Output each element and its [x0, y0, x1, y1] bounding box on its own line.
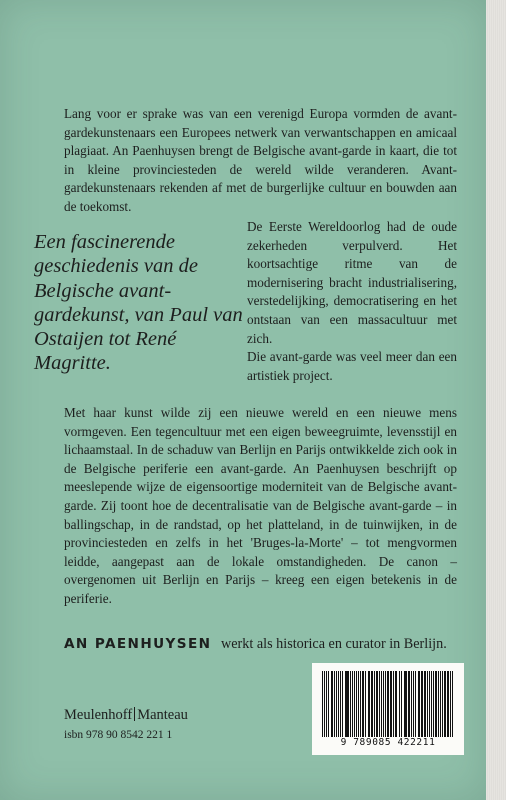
publisher-name [64, 707, 188, 724]
barcode-bar [385, 671, 386, 737]
author-bio [64, 636, 464, 653]
barcode-bar [396, 671, 397, 737]
barcode-bar [418, 671, 419, 737]
column-paragraph: De Eerste Wereldoorlog had de oude zekerheden verpulverd. Het koortsachtige ritme van de modernisering bracht industrialisering, verstedelijking, democratisering en het ontstaan van een massacultuur met zich. [247, 219, 457, 346]
barcode-bar [431, 671, 432, 737]
barcode-bar [362, 671, 363, 737]
barcode-bar [356, 671, 357, 737]
barcode-bar [395, 671, 396, 737]
barcode-bar [421, 671, 422, 737]
barcode-bar [324, 671, 325, 737]
barcode-bar [369, 671, 370, 737]
barcode-bar [374, 671, 375, 737]
barcode-bar [401, 671, 402, 737]
barcode-bar [415, 671, 416, 737]
barcode-bar [452, 671, 453, 737]
barcode-bar [328, 671, 329, 737]
intro-paragraph: Lang voor er sprake was van een verenigd Europa vormden de avant-gardekunstenaars een Europees netwerk van verwantschappen en amicaal plagiaat. An Paenhuysen brengt de Belgische avant-garde in kaart, die tot in kleine provinciesteden de wereld wilde veranderen. Avant-gardekunstenaars rekenden af met de burgerlijke cultuur en bouwden aan de toekomst. [64, 106, 457, 214]
page-edge [486, 0, 506, 800]
barcode-bar [346, 671, 348, 737]
barcode-bar [435, 671, 436, 737]
barcode-bar [379, 671, 380, 737]
publisher-name-right: Manteau [137, 707, 188, 723]
barcode-bar [345, 671, 346, 737]
barcode-bar [334, 671, 335, 737]
pull-quote: Een fascinerende geschiedenis van de Belgische avant-gardekunst, van Paul van Ostaijen tot René Magritte. [34, 231, 243, 375]
barcode-bar [350, 671, 351, 737]
barcode-bar [331, 671, 333, 737]
isbn: isbn 978 90 8542 221 1 [64, 729, 173, 741]
author-bio-text: werkt als historica en curator in Berlijn. [221, 636, 447, 652]
main-paragraph: Met haar kunst wilde zij een nieuwe wereld en een nieuwe mens vormgeven. Een tegencultuur met een eigen beweegruimte, levensstijl en lichaamstaal. In de schaduw van Berlijn en Parijs ontwikkelde zich ook in de Belgische periferie een avant-garde. An Paenhuysen beschrijft op meeslepende wijze de eigensoortige moderniteit van de Belgische avant-garde. Zij toont hoe de decentralisatie van de Belgische avant-garde – in ballingschap, in de randstad, op het platteland, in de tuinwijken, in de provinciesteden en zelfs in het 'Bruges-la-Morte' – tot mengvormen leidde, aangepast aan de lokale omstandigheden. De canon – overgenomen uit Berlijn en Parijs – kreeg een eigen betekenis in de periferie. [64, 405, 457, 606]
column-paragraph-2: Die avant-garde was veel meer dan een artistiek project. [247, 349, 457, 383]
barcode-bar [408, 671, 410, 737]
barcode-bar [365, 671, 366, 737]
barcode-bar [360, 671, 361, 737]
barcode-bar [336, 671, 337, 737]
barcode-bar [429, 671, 430, 737]
barcode-bar [340, 671, 341, 737]
barcode-bar [404, 671, 405, 737]
barcode-bar [383, 671, 384, 737]
barcode-bar [411, 671, 412, 737]
publisher-divider [134, 707, 135, 721]
barcode-bar [399, 671, 400, 737]
publisher-name-left: Meulenhoff [64, 707, 133, 723]
barcode-bar [381, 671, 382, 737]
barcode-bar [438, 671, 439, 737]
barcode-bar [427, 671, 428, 737]
barcode-bar [376, 671, 377, 737]
barcode-bar [371, 671, 373, 737]
barcode-number: 9 789085 422211 [340, 737, 436, 748]
barcode-bar [352, 671, 353, 737]
barcode-bar [447, 671, 448, 737]
barcode-bar [413, 671, 414, 737]
barcode-bar [450, 671, 451, 737]
barcode-bar [368, 671, 369, 737]
barcode-bar [387, 671, 389, 737]
barcode-bar [419, 671, 420, 737]
barcode [312, 663, 464, 755]
barcode-bar [442, 671, 443, 737]
barcode-bar [326, 671, 327, 737]
barcode-bar [433, 671, 434, 737]
barcode-bars [322, 671, 454, 737]
barcode-bar [338, 671, 339, 737]
barcode-bar [322, 671, 323, 737]
barcode-bar [405, 671, 406, 737]
barcode-bar [354, 671, 355, 737]
author-name: AN PAENHUYSEN [64, 636, 212, 652]
barcode-bar [342, 671, 343, 737]
barcode-bar [424, 671, 426, 737]
barcode-bar [393, 671, 394, 737]
barcode-bar [440, 671, 441, 737]
barcode-bar [444, 671, 446, 737]
barcode-bar [358, 671, 359, 737]
barcode-bar [390, 671, 391, 737]
